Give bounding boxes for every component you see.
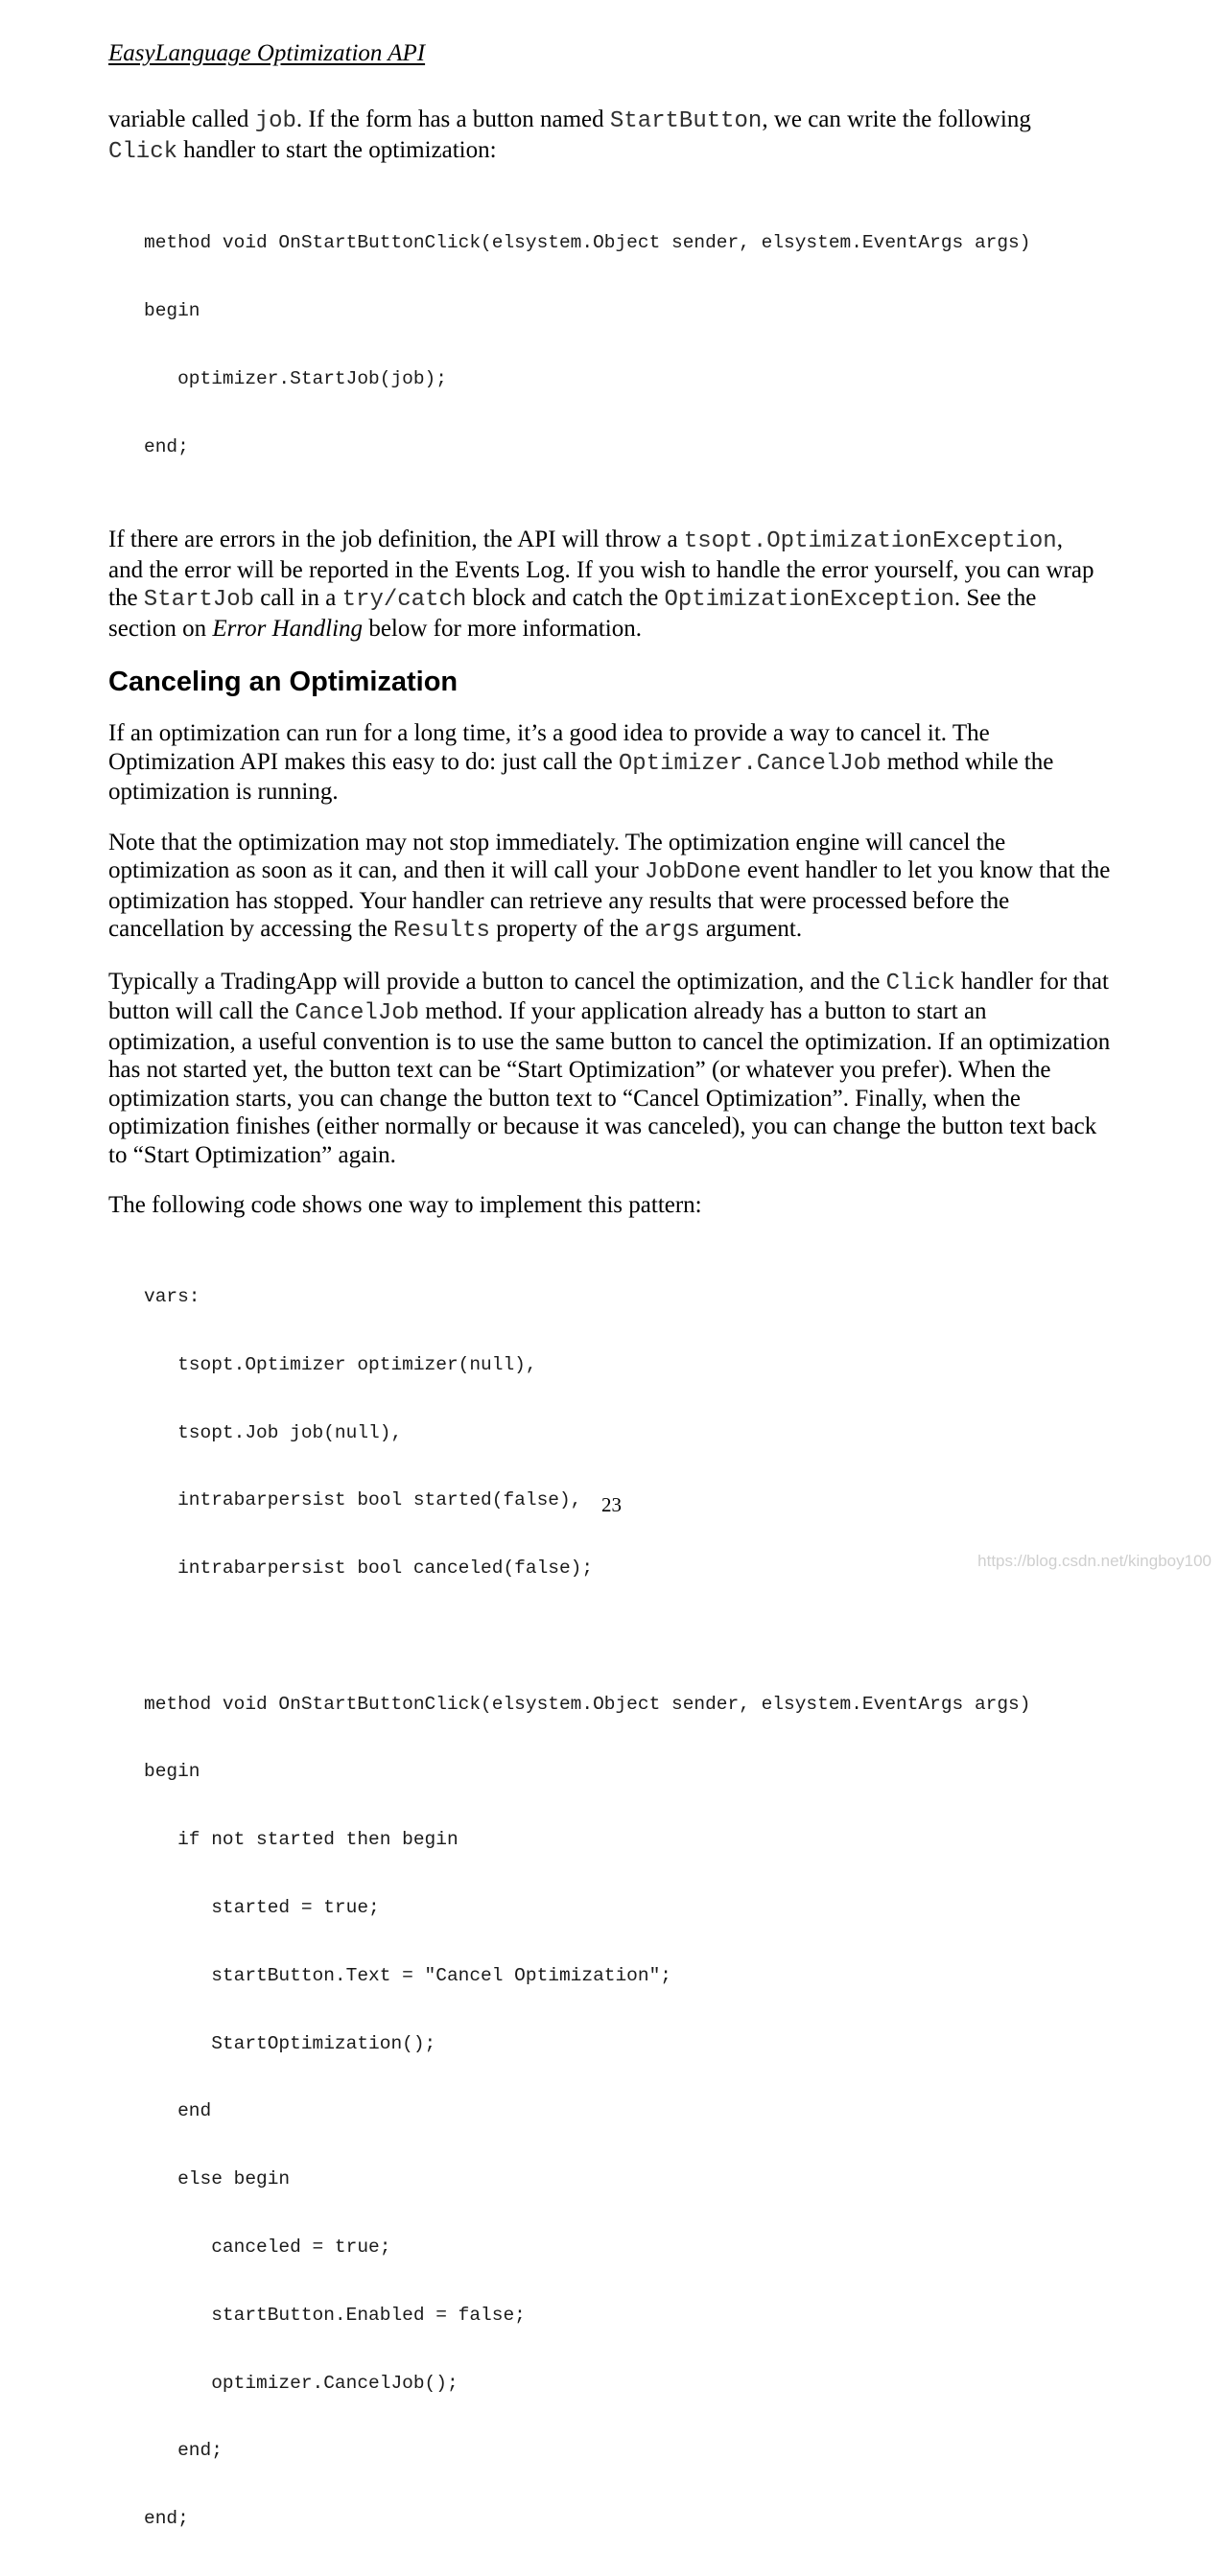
text-run: button will call the xyxy=(108,998,295,1025)
code-line: startButton.Enabled = false; xyxy=(144,2304,526,2326)
text-run: Typically a TradingApp will provide a button to cancel the optimization, and the xyxy=(108,968,886,995)
paragraph-line: optimization is running. xyxy=(108,779,339,806)
paragraph-line xyxy=(108,968,1125,998)
code-line: method void OnStartButtonClick(elsystem.Object sender, elsystem.EventArgs args) xyxy=(144,1693,1031,1715)
code-line: intrabarpersist bool started(false), xyxy=(144,1489,582,1511)
text-run: method. If your application already has a button to start an xyxy=(419,998,987,1025)
paragraph-line: Note that the optimization may not stop immediately. The optimization engine will cancel the xyxy=(108,829,1006,855)
code-term-try-catch: try/catch xyxy=(341,587,467,614)
paragraph-line: to “Start Optimization” again. xyxy=(108,1141,396,1168)
code-term-canceljob: CancelJob xyxy=(294,1000,420,1027)
paragraph-line: If an optimization can run for a long time, it’s a good idea to provide a way to cancel it. The xyxy=(108,720,990,747)
code-term-startjob: StartJob xyxy=(143,587,255,614)
paragraph-line xyxy=(108,856,1125,887)
paragraph-line xyxy=(108,997,1125,1028)
code-term-jobdone: JobDone xyxy=(644,859,741,886)
text-run: optimization as soon as it can, and then it will call your xyxy=(108,857,645,884)
code-line: StartOptimization(); xyxy=(144,2032,436,2054)
text-run: handler to start the optimization: xyxy=(177,136,497,163)
page-number: 23 xyxy=(601,1493,622,1516)
code-line: optimizer.CancelJob(); xyxy=(144,2372,459,2394)
text-run: Optimization API makes this easy to do: just call the xyxy=(108,748,619,775)
text-run: argument. xyxy=(699,916,803,943)
section-heading: Canceling an Optimization xyxy=(108,667,459,698)
paragraph-line xyxy=(108,915,1125,946)
code-line: end; xyxy=(144,435,189,457)
paragraph-line xyxy=(108,526,1125,556)
code-term-click: Click xyxy=(108,138,178,165)
text-run: the xyxy=(108,585,144,612)
text-run: below for more information. xyxy=(363,615,642,642)
running-header: EasyLanguage Optimization API xyxy=(108,40,426,66)
paragraph-line xyxy=(108,748,1125,779)
code-line: vars: xyxy=(144,1286,200,1307)
text-run: , we can write the following xyxy=(762,106,1031,132)
paragraph-line: optimization, a useful convention is to use the same button to cancel the optimization. If an optimization xyxy=(108,1028,1111,1055)
code-block-start-handler xyxy=(108,187,1125,503)
text-run: method while the xyxy=(881,748,1054,775)
text-run: . See the xyxy=(953,585,1037,612)
code-term-args: args xyxy=(645,918,700,945)
code-line: startButton.Text = "Cancel Optimization"; xyxy=(144,1964,671,1986)
page-content xyxy=(108,105,1125,2576)
code-line: started = true; xyxy=(144,1897,380,1919)
text-run: block and catch the xyxy=(466,585,665,612)
code-line: intrabarpersist bool canceled(false); xyxy=(144,1557,594,1580)
paragraph-line: The following code shows one way to implement this pattern: xyxy=(108,1192,702,1219)
code-line: optimizer.StartJob(job); xyxy=(144,367,447,389)
paragraph-cancel-intro xyxy=(108,719,1125,807)
paragraph-line: and the error will be reported in the Events Log. If you wish to handle the error yourself, you can wrap xyxy=(108,556,1094,583)
text-run: handler for that xyxy=(954,968,1109,995)
code-line: end xyxy=(144,2100,212,2122)
paragraph-errors xyxy=(108,526,1125,643)
code-line: tsopt.Optimizer optimizer(null), xyxy=(144,1353,537,1375)
code-term-job: job xyxy=(254,108,296,134)
code-term-canceljob: Optimizer.CancelJob xyxy=(618,750,882,777)
code-line: begin xyxy=(144,1761,200,1783)
text-run: , xyxy=(1056,527,1063,553)
paragraph-code-intro xyxy=(108,1191,1125,1220)
code-line: end; xyxy=(144,2440,223,2462)
text-run: If there are errors in the job definition, the API will throw a xyxy=(108,527,684,553)
paragraph-line xyxy=(108,615,1125,644)
paragraph-line: optimization starts, you can change the button text to “Cancel Optimization”. Finally, when the xyxy=(108,1085,1021,1112)
code-term-optimizationexception: tsopt.OptimizationException xyxy=(683,528,1057,555)
code-blank-line xyxy=(144,1626,1125,1649)
paragraph-line: optimization finishes (either normally or because it was canceled), you can change the button text back xyxy=(108,1113,1097,1140)
text-run: call in a xyxy=(254,585,342,612)
text-run: . If the form has a button named xyxy=(295,106,610,132)
code-line: canceled = true; xyxy=(144,2236,391,2258)
text-run: variable called xyxy=(108,106,255,132)
code-term-optimizationexception: OptimizationException xyxy=(664,587,954,614)
code-line: end; xyxy=(144,2508,189,2530)
text-run: section on xyxy=(108,615,213,642)
code-term-startbutton: StartButton xyxy=(609,108,763,134)
code-line: tsopt.Job job(null), xyxy=(144,1421,403,1443)
paragraph-line xyxy=(108,136,1125,167)
code-term-click: Click xyxy=(885,970,955,996)
paragraph-line: has not started yet, the button text can be “Start Optimization” (or whatever you prefer). When the xyxy=(108,1057,1051,1084)
code-line: begin xyxy=(144,299,200,321)
code-block-cancel-pattern xyxy=(108,1241,1125,2576)
text-run: property of the xyxy=(489,916,645,943)
paragraph-line: optimization has stopped. Your handler can retrieve any results that were processed before the xyxy=(108,887,1010,914)
paragraph-line xyxy=(108,105,1125,136)
code-line: if not started then begin xyxy=(144,1829,459,1851)
paragraph-note xyxy=(108,829,1125,946)
code-line: method void OnStartButtonClick(elsystem.Object sender, elsystem.EventArgs args) xyxy=(144,232,1031,254)
paragraph-button-pattern xyxy=(108,968,1125,1170)
emphasis-error-handling: Error Handling xyxy=(212,615,364,642)
watermark: https://blog.csdn.net/kingboy100 xyxy=(977,1552,1211,1570)
text-run: cancellation by accessing the xyxy=(108,916,394,943)
code-term-results: Results xyxy=(393,918,490,945)
text-run: event handler to let you know that the xyxy=(741,857,1111,884)
paragraph-intro xyxy=(108,105,1125,166)
paragraph-line xyxy=(108,584,1125,615)
code-line: else begin xyxy=(144,2168,291,2190)
